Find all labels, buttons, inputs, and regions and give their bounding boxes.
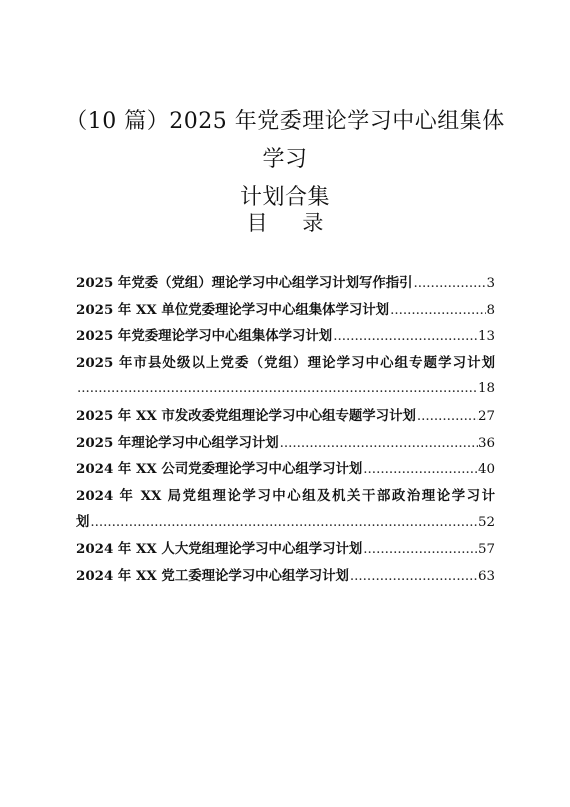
toc-leader-dots: [89, 510, 478, 536]
toc-entry-8[interactable]: [76, 483, 495, 510]
toc-entry-5[interactable]: [76, 403, 495, 430]
toc-entry-title: 2025 年 XX 单位党委理论学习中心组集体学习计划: [76, 301, 390, 318]
toc-entry-title: 2025 年党委（党组）理论学习中心组学习计划写作指引: [76, 275, 413, 291]
toc-leader-dots: [362, 457, 478, 483]
toc-entry-3[interactable]: [76, 323, 495, 350]
toc-entry-10[interactable]: [76, 563, 495, 590]
toc-entry-2[interactable]: [76, 297, 495, 324]
document-title: [60, 103, 510, 217]
toc-leader-dots: [389, 298, 486, 324]
toc-entry-title: 2025 年 XX 市发改委党组理论学习中心组专题学习计划: [76, 407, 416, 424]
toc-entry-title: 2025 年理论学习中心组学习计划: [76, 434, 279, 451]
toc-entry-title: 2025 年党委理论学习中心组集体学习计划: [76, 328, 333, 345]
toc-leader-dots: [362, 537, 478, 563]
toc-leader-dots: [332, 324, 478, 350]
toc-page-number: 8: [486, 302, 495, 318]
toc-leader-dots: [279, 431, 478, 457]
toc-page-number: 18: [477, 381, 495, 397]
toc-entry-title: 2024 年 XX 公司党委理论学习中心组学习计划: [76, 461, 363, 478]
toc-leader-dots: [76, 376, 478, 403]
toc-entry-6[interactable]: [76, 430, 495, 457]
toc-heading: 目 录: [246, 211, 338, 235]
toc-page-number: 27: [477, 408, 495, 424]
toc-entry-7[interactable]: [76, 456, 495, 483]
toc-page-number: 57: [477, 541, 495, 557]
table-of-contents: [76, 270, 495, 589]
toc-leader-dots: [416, 404, 478, 430]
toc-entry-title: 2025 年市县处级以上党委（党组）理论学习中心组专题学习计划: [76, 354, 495, 371]
document-title-line-1: （10 篇）2025 年党委理论学习中心组集体学习: [65, 109, 505, 172]
toc-entry-4-continuation[interactable]: [76, 376, 495, 403]
toc-entry-4[interactable]: [76, 350, 495, 377]
toc-entry-9[interactable]: [76, 536, 495, 563]
toc-page-number: 36: [477, 435, 495, 451]
toc-page-number: 63: [477, 568, 495, 584]
toc-entry-title-continuation: 划: [76, 514, 90, 531]
toc-entry-1[interactable]: [76, 270, 495, 297]
toc-page-number: 13: [477, 329, 495, 345]
toc-entry-title: 2024 年 XX 党工委理论学习中心组学习计划: [76, 567, 349, 584]
toc-page-number: 52: [477, 515, 495, 531]
toc-entry-title: 2024 年 XX 人大党组理论学习中心组学习计划: [76, 540, 363, 557]
toc-page-number: 3: [486, 276, 495, 291]
toc-page-number: 40: [477, 462, 495, 478]
toc-leader-dots: [413, 271, 487, 297]
toc-entry-8-continuation[interactable]: [76, 509, 495, 536]
document-title-line-2: 计划合集: [239, 185, 330, 210]
toc-entry-title: 2024 年 XX 局党组理论学习中心组及机关干部政治理论学习计: [76, 487, 495, 504]
toc-leader-dots: [349, 564, 478, 590]
